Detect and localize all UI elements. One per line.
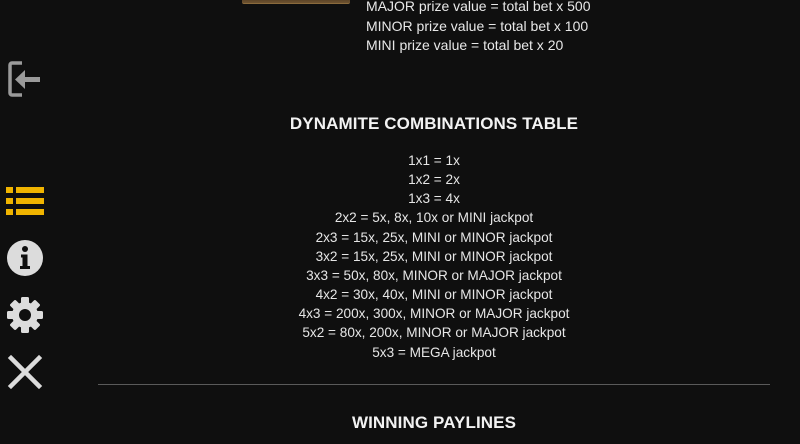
symbol-image	[242, 0, 350, 4]
close-icon	[7, 354, 43, 390]
combination-row: 1x3 = 4x	[408, 191, 460, 207]
info-icon	[6, 239, 44, 277]
jackpot-prize-list	[366, 0, 591, 56]
mini-prize-text: MINI prize value = total bet x 20	[366, 37, 564, 53]
paytable-content	[60, 0, 800, 444]
paytable-button[interactable]	[4, 180, 46, 222]
info-button[interactable]	[4, 237, 46, 279]
winning-paylines-title: WINNING PAYLINES	[351, 413, 517, 432]
exit-icon	[6, 59, 44, 99]
combination-row: 5x3 = MEGA jackpot	[372, 344, 496, 360]
exit-button[interactable]	[4, 58, 46, 100]
combination-row: 3x2 = 15x, 25x, MINI or MINOR jackpot	[315, 248, 553, 264]
sidebar-menu	[0, 0, 50, 444]
major-prize-text: MAJOR prize value = total bet x 500	[366, 0, 591, 14]
combination-row: 3x3 = 50x, 80x, MINOR or MAJOR jackpot	[306, 267, 562, 283]
dynamite-combinations-list	[60, 151, 800, 362]
combination-row: 1x1 = 1x	[408, 153, 460, 168]
settings-button[interactable]	[4, 294, 46, 336]
dynamite-combinations-title: DYNAMITE COMBINATIONS TABLE	[289, 114, 579, 133]
minor-prize-text: MINOR prize value = total bet x 100	[366, 17, 589, 34]
close-button[interactable]	[4, 351, 46, 393]
combination-row: 4x3 = 200x, 300x, MINOR or MAJOR jackpot	[298, 306, 570, 322]
combination-row: 1x2 = 2x	[408, 172, 460, 188]
combination-row: 2x2 = 5x, 8x, 10x or MINI jackpot	[334, 210, 534, 226]
combination-row: 4x2 = 30x, 40x, MINI or MINOR jackpot	[315, 287, 553, 303]
section-divider	[98, 384, 770, 385]
paytable-icon	[5, 185, 45, 217]
combination-row: 2x3 = 15x, 25x, MINI or MINOR jackpot	[315, 229, 553, 245]
combination-row: 5x2 = 80x, 200x, MINOR or MAJOR jackpot	[302, 325, 566, 341]
settings-icon	[6, 296, 44, 334]
